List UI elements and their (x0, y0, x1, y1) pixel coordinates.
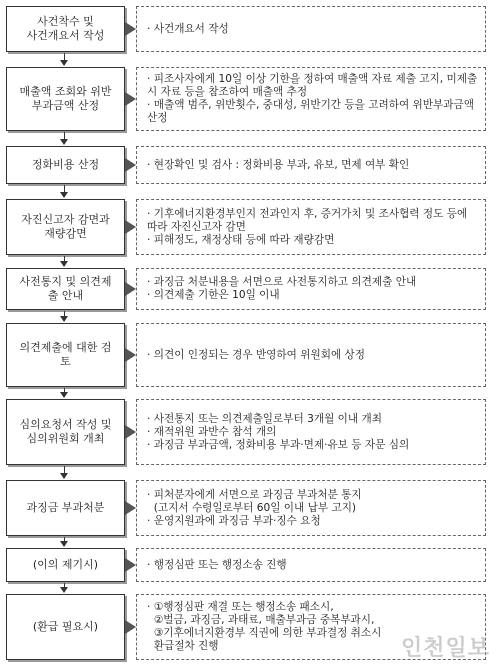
step-box-4 (6, 199, 125, 255)
step-detail-6 (136, 323, 486, 387)
step-detail-2 (136, 67, 486, 131)
watermark-logo: 인천일보 (400, 636, 490, 661)
flow-down-arrow-icon (64, 388, 65, 397)
arrow-right-icon (125, 425, 136, 439)
step-box-1 (6, 6, 125, 52)
step-detail-4 (136, 199, 486, 255)
detail-item: · 사전통지 또는 의견제출일로부터 3개월 이내 개최 (147, 412, 382, 425)
step-label: 과징금 부과처분 (26, 501, 105, 514)
step-label: 사전통지 및 의견제 출 안내 (19, 275, 112, 302)
detail-item: · 재적위원 과반수 참석 개의 (147, 425, 277, 438)
flow-down-arrow-icon (64, 537, 65, 546)
step-label: 사건착수 및 사건개요서 작성 (26, 15, 105, 42)
step-detail-7 (136, 399, 486, 465)
arrow-right-icon (125, 22, 136, 36)
detail-item: · 피처분자에게 서면으로 과징금 부과처분 통지 (고지서 수령일로부터 60일 이내 납부 고지) (147, 488, 362, 514)
step-detail-5 (136, 268, 486, 310)
step-box-9 (6, 548, 125, 582)
step-detail-9 (136, 548, 486, 582)
detail-item: · 의견제출 기한은 10일 이내 (147, 289, 280, 301)
step-detail-3 (136, 146, 486, 184)
detail-item: · 매출액 범주, 위반횟수, 중대성, 위반기간 등을 고려하여 위반부과금액 산정 (147, 99, 478, 124)
detail-item: · 피해정도, 재정상태 등에 따라 재량감면 (147, 233, 335, 246)
flow-down-arrow-icon (64, 583, 65, 592)
step-detail-8 (136, 480, 486, 536)
step-box-2 (6, 67, 125, 131)
flow-down-arrow-icon (64, 53, 65, 65)
arrow-right-icon (125, 220, 136, 234)
step-label: 심의요청서 작성 및 심의위원회 개최 (19, 418, 112, 445)
flow-down-arrow-icon (64, 132, 65, 144)
step-box-6 (6, 323, 125, 387)
flow-down-arrow-icon (64, 466, 65, 478)
detail-item: · 현장확인 및 검사 : 정화비용 부과, 유보, 면제 여부 확인 (147, 158, 410, 171)
arrow-right-icon (125, 282, 136, 296)
flow-down-arrow-icon (64, 185, 65, 197)
arrow-right-icon (125, 501, 136, 515)
step-label: (이의 제기시) (32, 558, 99, 571)
step-box-3 (6, 146, 125, 184)
detail-item: · 피조사자에게 10일 이상 기한을 정하여 매출액 자료 제출 고지, 미제출시 자료 등을 참조하여 매출액 추정 (147, 73, 478, 98)
step-box-10 (6, 594, 125, 660)
step-label: 의견제출에 대한 검 토 (19, 341, 112, 368)
step-box-7 (6, 399, 125, 465)
detail-item: · ①행정심판 재결 또는 행정소송 패소시, ②벌금, 과징금, 과태료, 매출부과금 중복부과시, ③기후에너지환경부 직권에 의한 부과결정 취소시 환급절차 진행 (147, 601, 382, 652)
step-label: 매출액 조회와 위반 부과금액 산정 (19, 85, 112, 112)
detail-item: · 과징금 부과금액, 정화비용 부과·면제·유보 등 자문 심의 (147, 438, 410, 451)
arrow-right-icon (125, 558, 136, 572)
arrow-right-icon (125, 158, 136, 172)
arrow-right-icon (125, 620, 136, 634)
step-box-8 (6, 480, 125, 536)
flow-down-arrow-icon (64, 311, 65, 321)
detail-item: · 의견이 인정되는 경우 반영하여 위원회에 상정 (147, 348, 366, 361)
flow-down-arrow-icon (64, 256, 65, 266)
detail-item: · 운영지원과에 과징금 부과·징수 요청 (147, 514, 321, 527)
step-label: 자진신고자 감면과 재량감면 (21, 213, 110, 240)
detail-item: · 사건개요서 작성 (147, 22, 229, 35)
step-label: 정화비용 산정 (31, 158, 100, 171)
detail-item: · 기후에너지환경부인지 전과인지 후, 증거가치 및 조사협력 정도 등에 따라 자진신고자 감면 (147, 207, 471, 233)
step-box-5 (6, 268, 125, 310)
detail-item: · 과징금 처분내용을 서면으로 사전통지하고 의견제출 안내 (147, 276, 417, 288)
arrow-right-icon (125, 92, 136, 106)
step-detail-1 (136, 6, 486, 52)
detail-item: · 행정심판 또는 행정소송 진행 (147, 558, 287, 571)
step-label: (환급 필요시) (32, 620, 99, 633)
arrow-right-icon (125, 348, 136, 362)
